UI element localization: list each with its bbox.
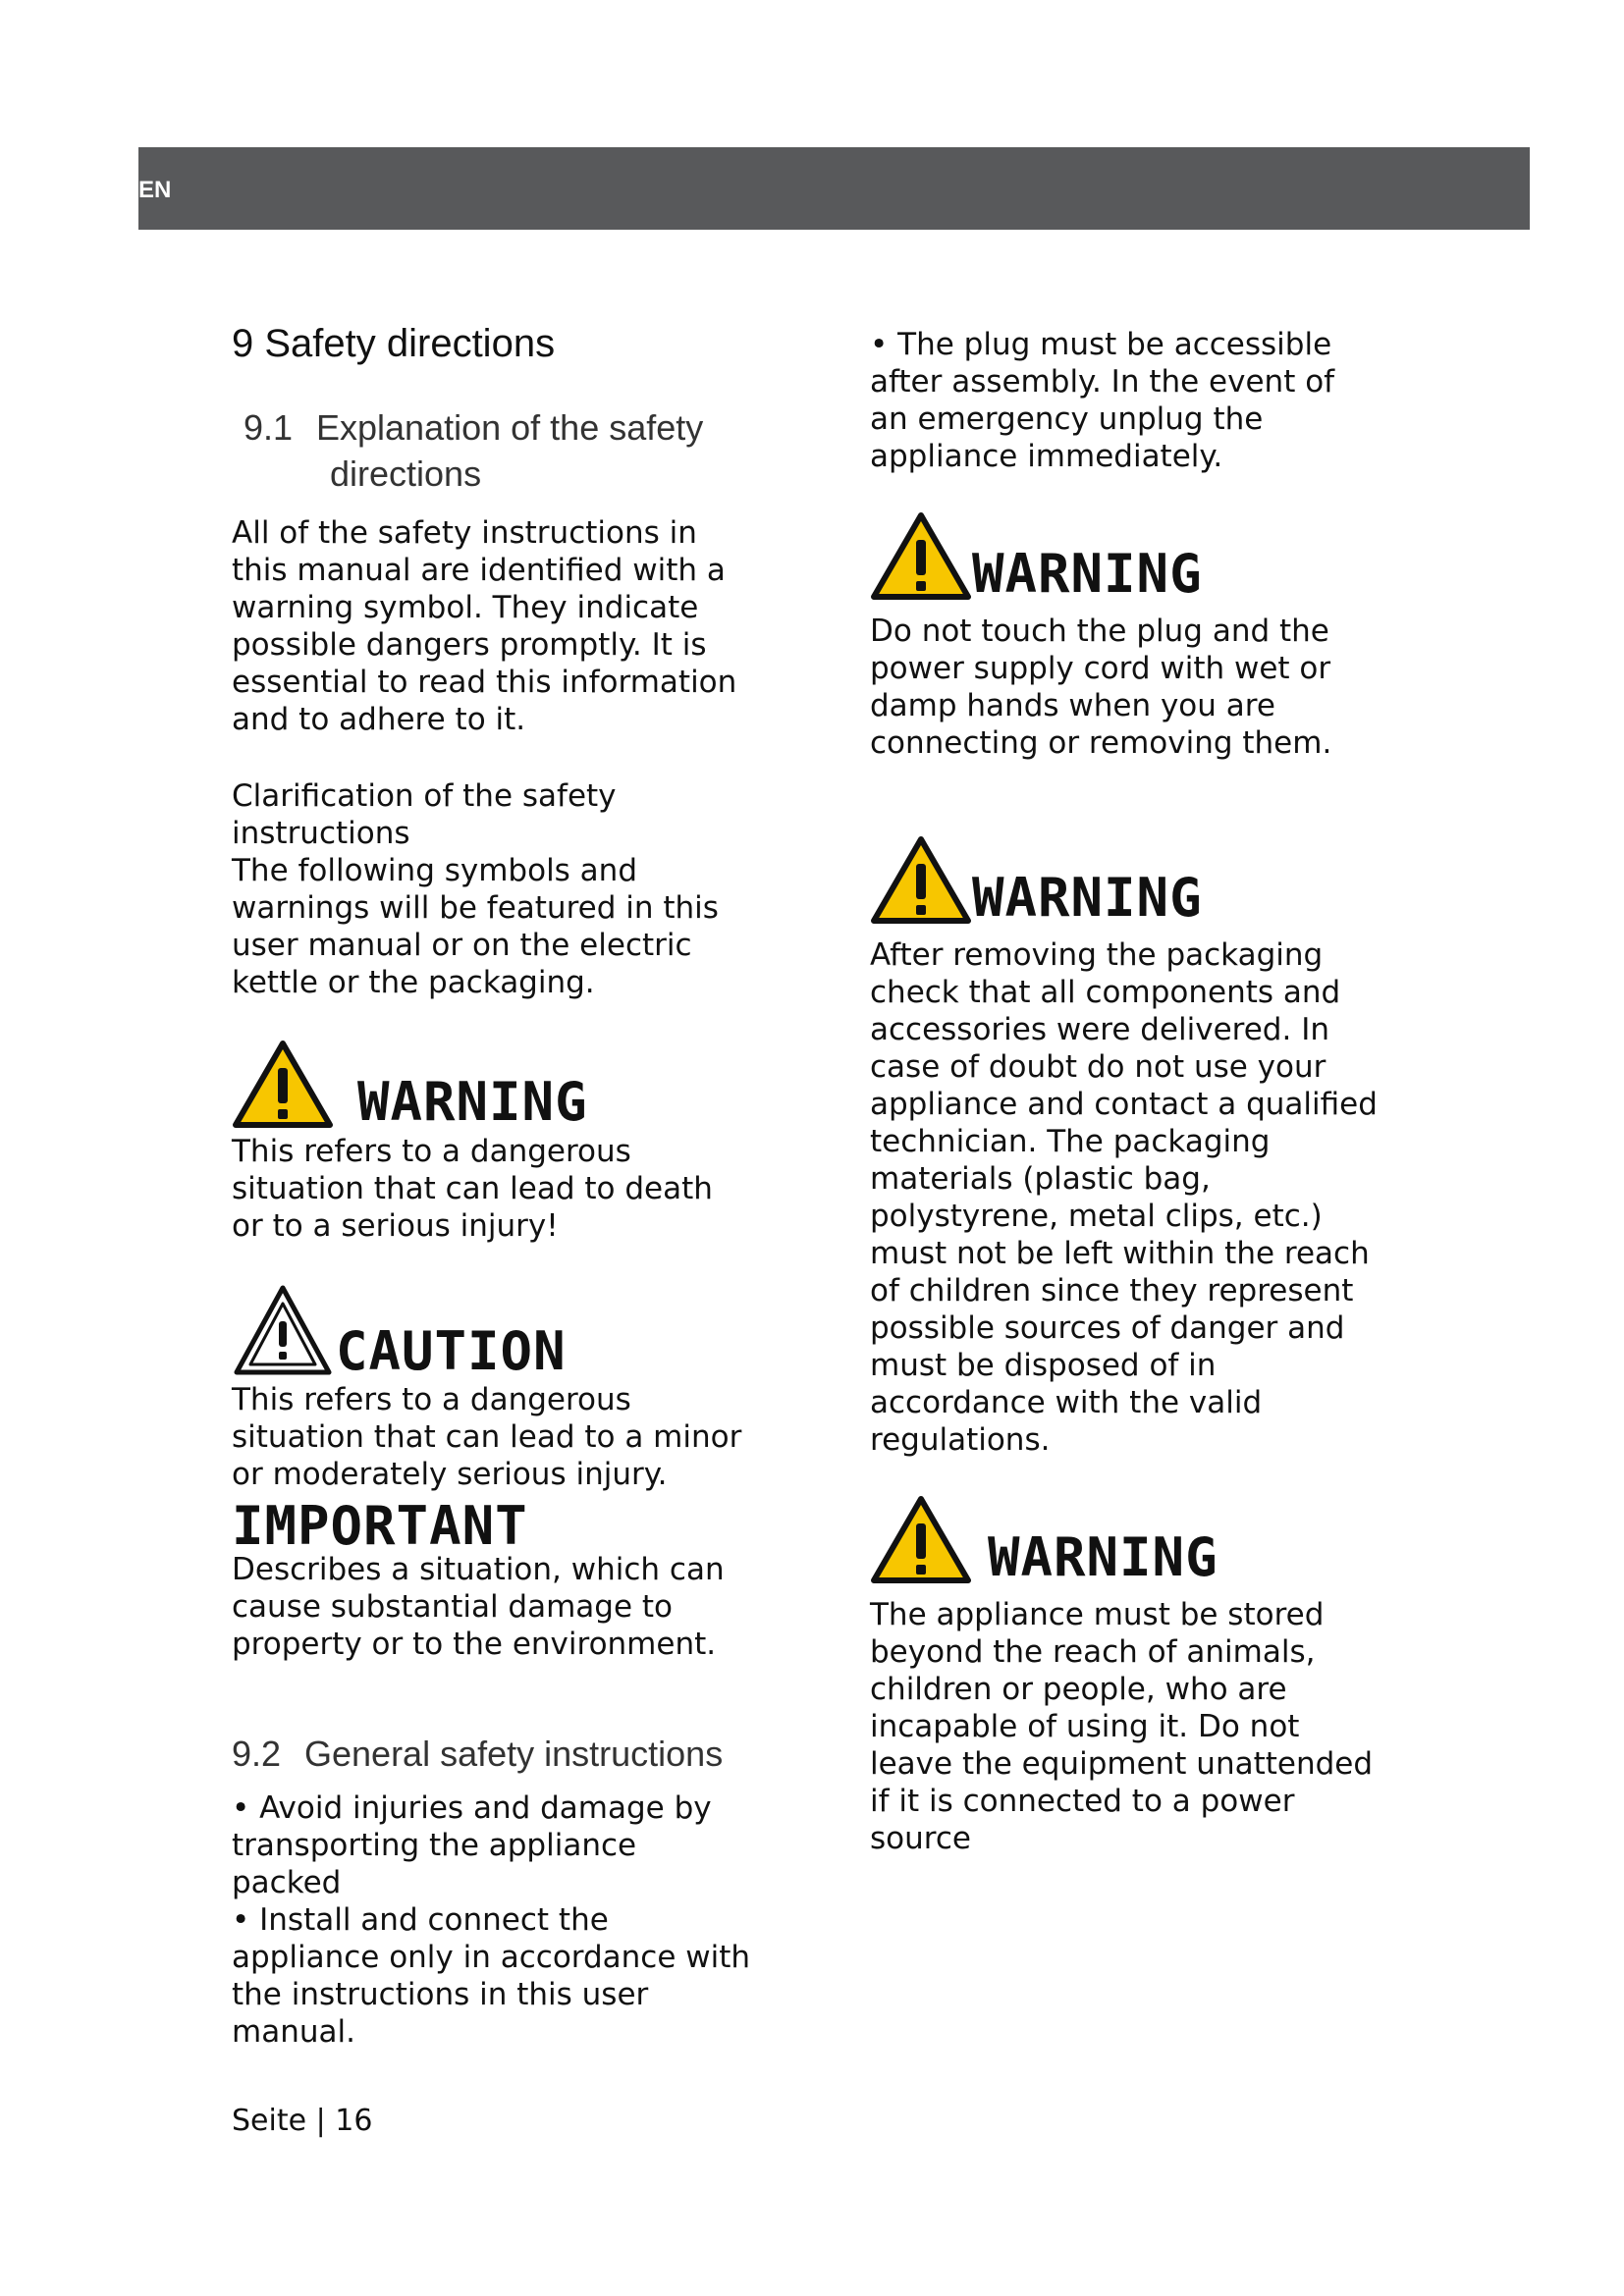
warning-heading-1 bbox=[870, 510, 1203, 605]
warning-label: WARNING bbox=[357, 1071, 588, 1133]
section-title: 9 Safety directions bbox=[232, 322, 556, 365]
caution-label: CAUTION bbox=[336, 1320, 567, 1382]
warning-description-2: After removing the packaging check that all components and accessories were delivered. In case of doubt do not use your appliance and contact a qualified technician. The packaging materials (plastic bag, polystyrene, metal clips, etc.) must not be left within the reach of children since they represent possible sources of danger and must be disposed of in accordance with the valid regulations. bbox=[870, 937, 1378, 1458]
warning-triangle-icon bbox=[232, 1039, 334, 1129]
warning-heading-3 bbox=[870, 1494, 1218, 1588]
warning-label: WARNING bbox=[972, 867, 1203, 929]
clarification-paragraph: Clarification of the safety instructions The following symbols and warnings will be featured in this user manual or on the electric kettle or the packaging. bbox=[232, 778, 719, 1000]
warning-description-1: Do not touch the plug and the power supply cord with wet or damp hands when you are connecting or removing them. bbox=[870, 614, 1332, 761]
header-bar bbox=[138, 147, 1530, 230]
intro-paragraph: All of the safety instructions in this manual are identified with a warning symbol. They indicate possible dangers promptly. It is essential to read this information and to adhere to it. bbox=[232, 515, 737, 737]
subsection-title-line2: directions bbox=[330, 454, 482, 494]
subsection-title-9-1 bbox=[244, 404, 703, 497]
general-safety-bullets: • Avoid injuries and damage by transporting the appliance packed • Install and connect the appliance only in accordance with the instructions in this user manual. bbox=[232, 1790, 751, 2050]
subsection-number: 9.2 bbox=[232, 1734, 282, 1774]
subsection-title-9-2 bbox=[232, 1731, 723, 1777]
warning-heading-2 bbox=[870, 834, 1203, 929]
page-footer: Seite | 16 bbox=[232, 2104, 373, 2138]
warning-triangle-icon bbox=[870, 1494, 972, 1584]
important-description: Describes a situation, which can cause substantial damage to property or to the environment. bbox=[232, 1552, 725, 1662]
important-label: IMPORTANT bbox=[232, 1495, 528, 1557]
warning-triangle-icon bbox=[870, 510, 972, 601]
warning-triangle-icon bbox=[870, 834, 972, 925]
subsection-title-text: General safety instructions bbox=[304, 1734, 724, 1774]
warning-label: WARNING bbox=[988, 1526, 1218, 1588]
plug-accessible-paragraph: • The plug must be accessible after assembly. In the event of an emergency unplug the appliance immediately. bbox=[870, 327, 1335, 474]
warning-description: This refers to a dangerous situation that can lead to death or to a serious injury! bbox=[232, 1134, 713, 1244]
subsection-title-line1: Explanation of the safety bbox=[316, 407, 704, 448]
caution-heading bbox=[232, 1282, 567, 1382]
caution-description: This refers to a dangerous situation that can lead to a minor or moderately serious injury. bbox=[232, 1382, 742, 1492]
warning-label: WARNING bbox=[972, 543, 1203, 605]
language-label: EN bbox=[138, 177, 172, 203]
caution-triangle-icon bbox=[232, 1282, 334, 1378]
warning-description-3: The appliance must be stored beyond the reach of animals, children or people, who are incapable of using it. Do not leave the equipment unattended if it is connected to a power source bbox=[870, 1597, 1374, 1856]
warning-heading bbox=[232, 1039, 588, 1133]
subsection-number: 9.1 bbox=[244, 407, 294, 448]
